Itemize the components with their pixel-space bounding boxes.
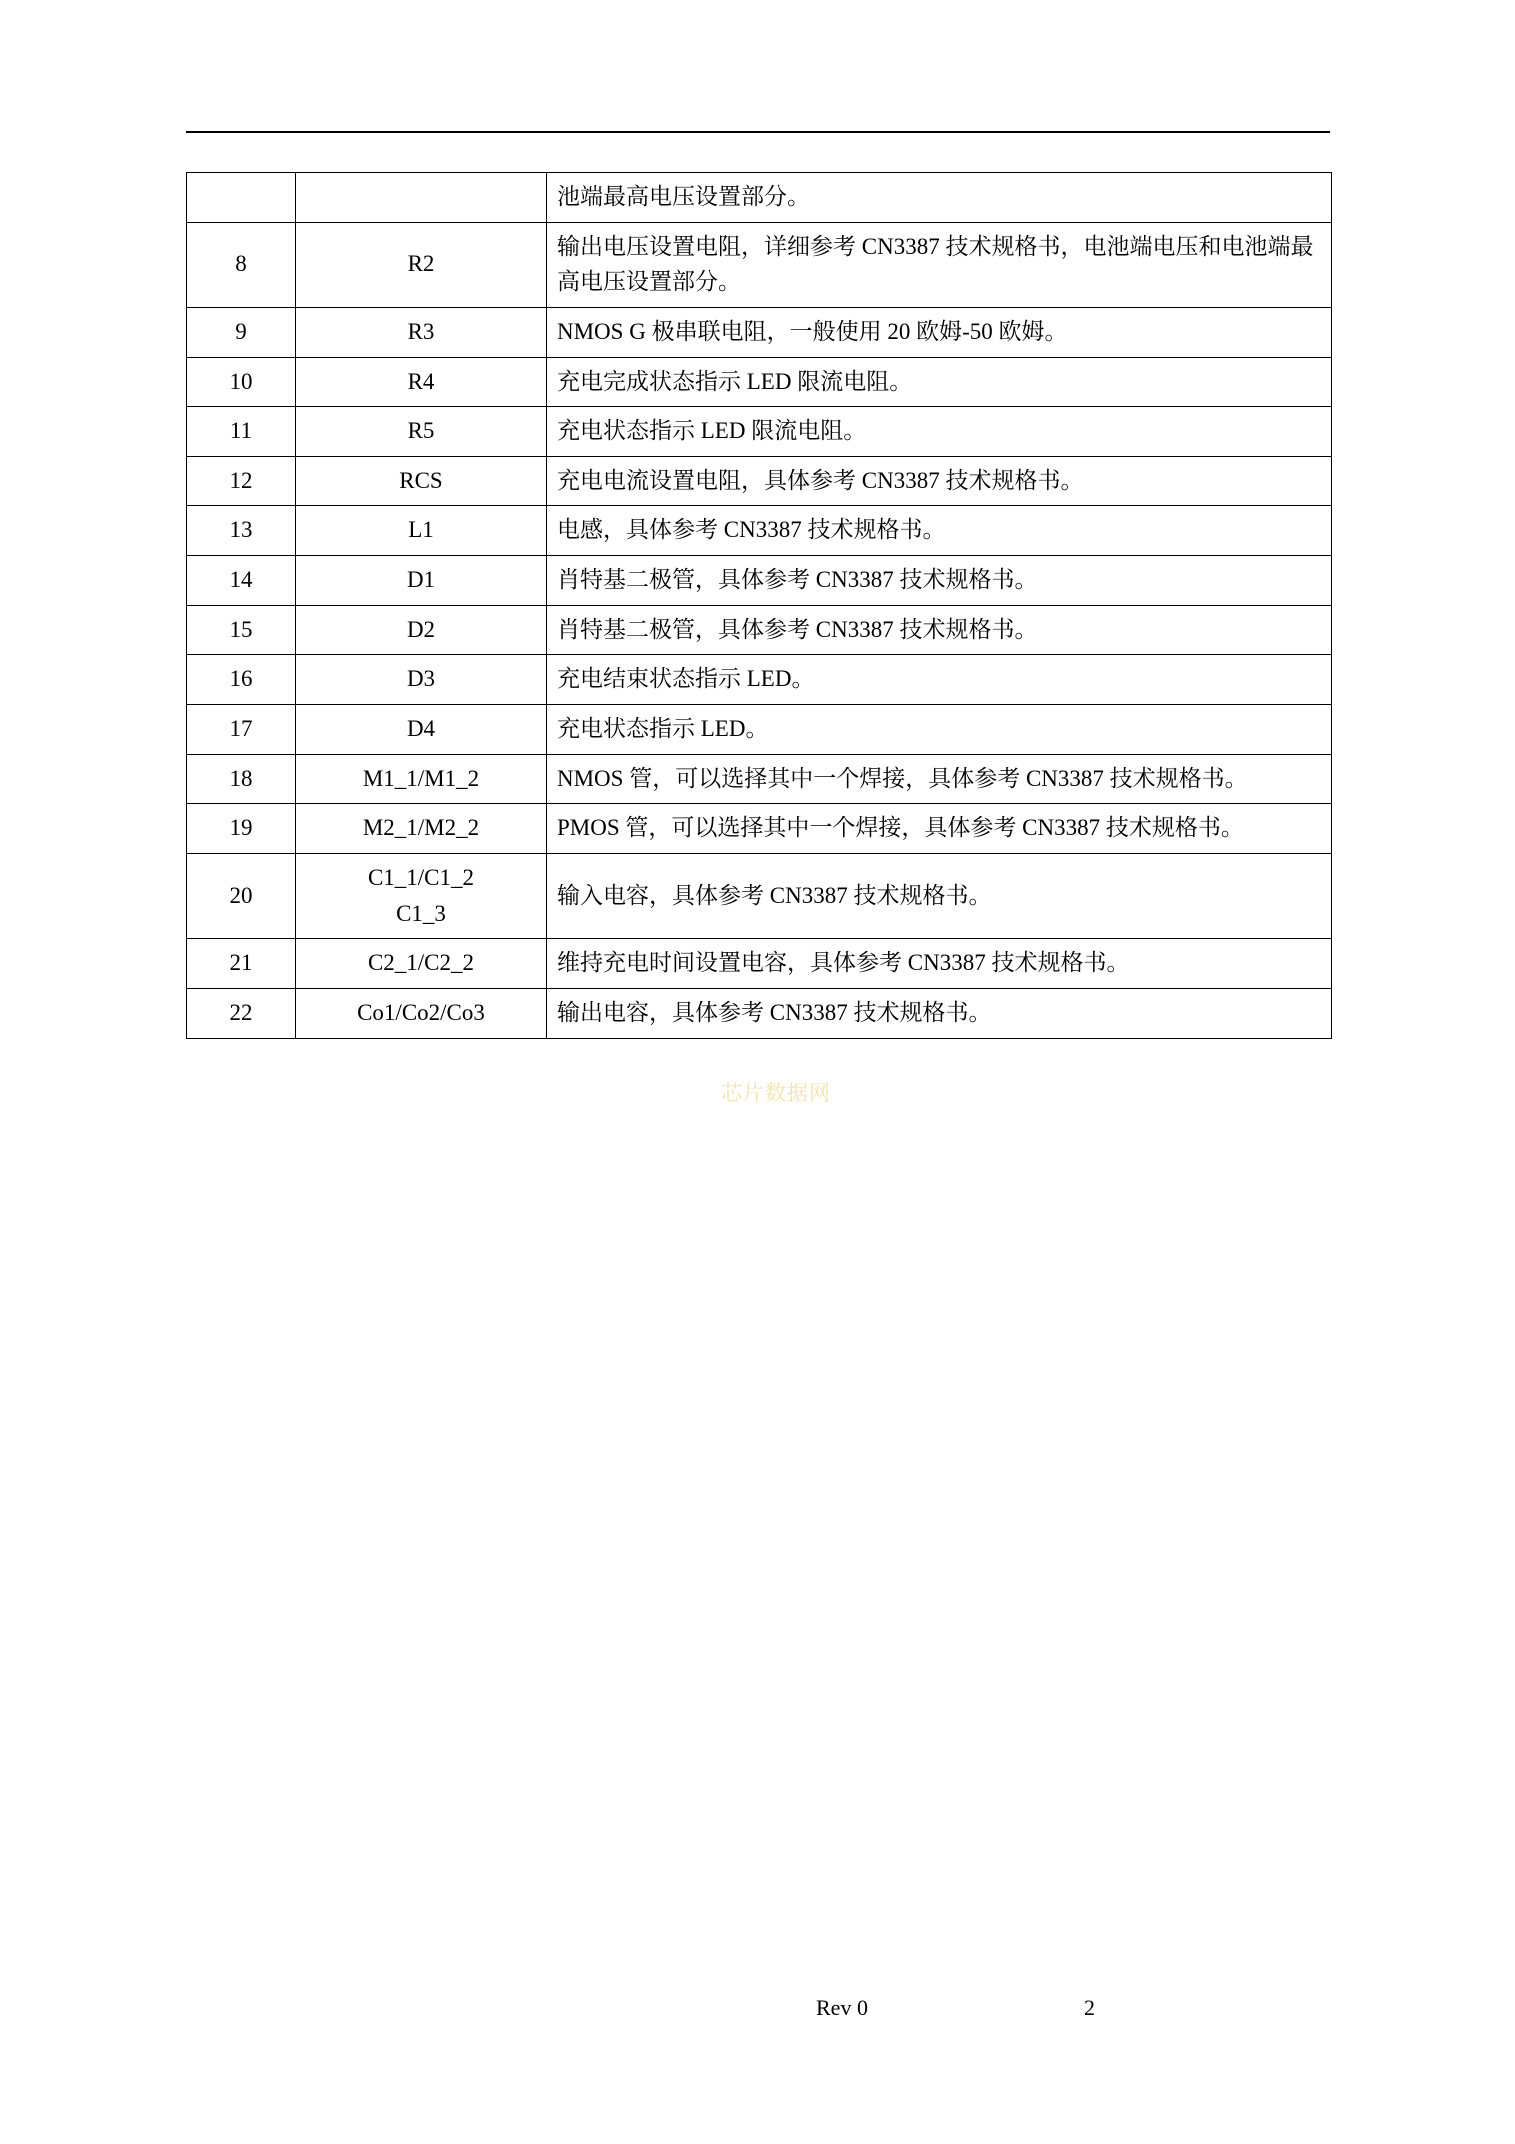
cell-reference-line1: C1_1/C1_2 bbox=[367, 864, 475, 890]
cell-description: 输出电压设置电阻，详细参考 CN3387 技术规格书，电池端电压和电池端最高电压设置部分。 bbox=[547, 222, 1332, 307]
table-row bbox=[187, 754, 1332, 804]
cell-reference: Co1/Co2/Co3 bbox=[296, 988, 547, 1038]
cell-reference: R2 bbox=[296, 222, 547, 307]
cell-description: 充电完成状态指示 LED 限流电阻。 bbox=[547, 357, 1332, 407]
cell-index: 19 bbox=[187, 804, 296, 854]
cell-description: 充电状态指示 LED。 bbox=[547, 705, 1332, 755]
cell-description: PMOS 管，可以选择其中一个焊接，具体参考 CN3387 技术规格书。 bbox=[547, 804, 1332, 854]
cell-reference: R3 bbox=[296, 307, 547, 357]
cell-description: 池端最高电压设置部分。 bbox=[547, 173, 1332, 223]
table-row bbox=[187, 506, 1332, 556]
table-row bbox=[187, 556, 1332, 606]
cell-description: 输入电容，具体参考 CN3387 技术规格书。 bbox=[547, 853, 1332, 938]
table-row bbox=[187, 804, 1332, 854]
table-row bbox=[187, 407, 1332, 457]
cell-reference: D4 bbox=[296, 705, 547, 755]
footer-page-number: 2 bbox=[1084, 1995, 1095, 2020]
cell-description: 输出电容，具体参考 CN3387 技术规格书。 bbox=[547, 988, 1332, 1038]
cell-index: 22 bbox=[187, 988, 296, 1038]
cell-index: 16 bbox=[187, 655, 296, 705]
cell-reference: D2 bbox=[296, 605, 547, 655]
cell-reference: C2_1/C2_2 bbox=[296, 939, 547, 989]
cell-index: 17 bbox=[187, 705, 296, 755]
cell-reference-line2: C1_3 bbox=[396, 900, 446, 926]
footer-revision: Rev 0 bbox=[816, 1995, 868, 2020]
component-description-table bbox=[186, 172, 1332, 1039]
cell-index: 21 bbox=[187, 939, 296, 989]
cell-reference bbox=[296, 173, 547, 223]
cell-description: 肖特基二极管，具体参考 CN3387 技术规格书。 bbox=[547, 556, 1332, 606]
table-row bbox=[187, 357, 1332, 407]
cell-index: 18 bbox=[187, 754, 296, 804]
cell-reference: M1_1/M1_2 bbox=[296, 754, 547, 804]
cell-reference: R5 bbox=[296, 407, 547, 457]
cell-index: 10 bbox=[187, 357, 296, 407]
cell-index: 9 bbox=[187, 307, 296, 357]
cell-index: 12 bbox=[187, 456, 296, 506]
cell-reference: L1 bbox=[296, 506, 547, 556]
table-row bbox=[187, 939, 1332, 989]
cell-reference: RCS bbox=[296, 456, 547, 506]
cell-description: 充电结束状态指示 LED。 bbox=[547, 655, 1332, 705]
table-row bbox=[187, 988, 1332, 1038]
cell-reference bbox=[296, 853, 547, 938]
table-row bbox=[187, 173, 1332, 223]
table-row bbox=[187, 705, 1332, 755]
cell-index: 14 bbox=[187, 556, 296, 606]
cell-reference: R4 bbox=[296, 357, 547, 407]
table-row bbox=[187, 655, 1332, 705]
cell-description: 电感，具体参考 CN3387 技术规格书。 bbox=[547, 506, 1332, 556]
cell-index bbox=[187, 173, 296, 223]
cell-index: 13 bbox=[187, 506, 296, 556]
cell-description: 维持充电时间设置电容，具体参考 CN3387 技术规格书。 bbox=[547, 939, 1332, 989]
cell-reference: D1 bbox=[296, 556, 547, 606]
cell-index: 8 bbox=[187, 222, 296, 307]
table-row bbox=[187, 853, 1332, 938]
table-row bbox=[187, 222, 1332, 307]
header-divider bbox=[186, 131, 1330, 133]
cell-description: NMOS 管，可以选择其中一个焊接，具体参考 CN3387 技术规格书。 bbox=[547, 754, 1332, 804]
cell-reference: D3 bbox=[296, 655, 547, 705]
table-row bbox=[187, 307, 1332, 357]
cell-reference: M2_1/M2_2 bbox=[296, 804, 547, 854]
cell-description: 充电状态指示 LED 限流电阻。 bbox=[547, 407, 1332, 457]
cell-index: 11 bbox=[187, 407, 296, 457]
table-row bbox=[187, 605, 1332, 655]
page-footer bbox=[186, 1995, 1332, 2025]
cell-index: 15 bbox=[187, 605, 296, 655]
cell-description: 充电电流设置电阻，具体参考 CN3387 技术规格书。 bbox=[547, 456, 1332, 506]
cell-description: 肖特基二极管，具体参考 CN3387 技术规格书。 bbox=[547, 605, 1332, 655]
watermark-text: 芯片数据网 bbox=[721, 1082, 831, 1105]
cell-description: NMOS G 极串联电阻，一般使用 20 欧姆-50 欧姆。 bbox=[547, 307, 1332, 357]
cell-index: 20 bbox=[187, 853, 296, 938]
table-row bbox=[187, 456, 1332, 506]
